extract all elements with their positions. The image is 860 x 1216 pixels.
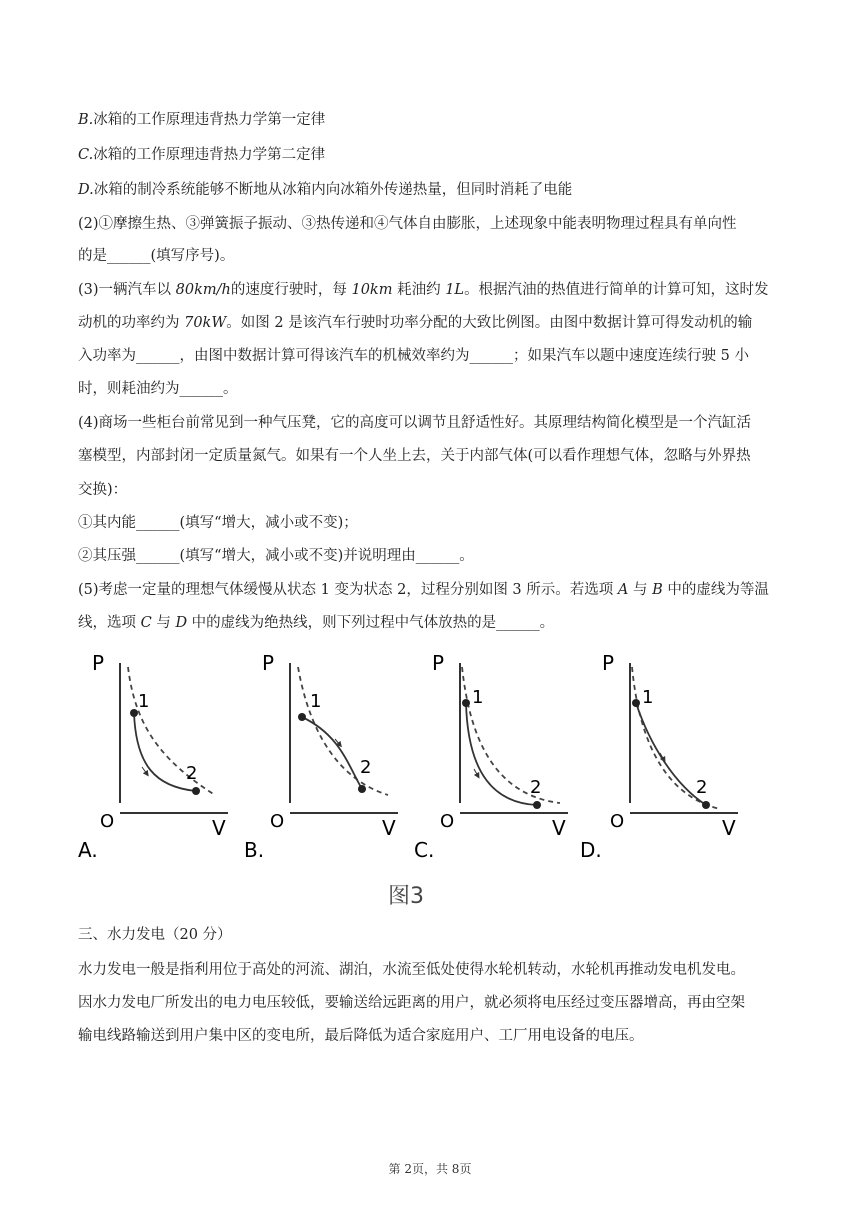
panel-b	[244, 651, 398, 862]
question-3-line-1: (3)一辆汽车以 80km/h的速度行驶时，每 10km 耗油约 1L。根据汽油的热值进行简单的计算可知，这时发	[78, 282, 769, 298]
origin-label: O	[270, 811, 285, 832]
option-b: B.冰箱的工作原理违背热力学第一定律	[78, 112, 326, 128]
p-axis-label: P	[432, 651, 445, 675]
option-d: D.冰箱的制冷系统能够不断地从冰箱内向冰箱外传递热量，但同时消耗了电能	[78, 182, 573, 198]
origin-label: O	[610, 811, 625, 832]
v-axis-label: V	[212, 816, 226, 840]
origin-label: O	[100, 811, 115, 832]
state-1-label: 1	[642, 687, 654, 708]
v-axis-label: V	[552, 816, 566, 840]
state-1-point	[632, 699, 640, 707]
state-1-label: 1	[138, 691, 150, 712]
panel-d	[580, 651, 738, 862]
section-3-paragraph-line-2: 因水力发电厂所发出的电力电压较低，要输送给远距离的用户，就必须将电压经过变压器增高，再由空架	[78, 995, 745, 1011]
p-axis-label: P	[92, 651, 105, 675]
v-axis-label: V	[382, 816, 396, 840]
section-3-paragraph-line-1: 水力发电一般是指利用位于高处的河流、湖泊，水流至低处使得水轮机转动，水轮机再推动发电机发电。	[78, 962, 745, 978]
state-2-point	[192, 787, 200, 795]
arrow-icon	[142, 767, 147, 774]
state-2-point	[702, 801, 710, 809]
page-footer: 第 2页，共 8页	[388, 1162, 472, 1176]
origin-label: O	[440, 811, 455, 832]
state-2-label: 2	[186, 763, 198, 784]
p-axis-label: P	[602, 651, 615, 675]
process-curve	[466, 703, 537, 805]
question-2-line-2: 的是______(填写序号)。	[78, 248, 235, 264]
panel-c-label: C.	[414, 838, 435, 862]
panel-d-label: D.	[580, 838, 602, 862]
state-1-label: 1	[472, 687, 484, 708]
section-3-paragraph-line-3: 输电线路输送到用户集中区的变电所，最后降低为适合家庭用户、工厂用电设备的电压。	[78, 1028, 644, 1044]
question-3-line-3: 入功率为______，由图中数据计算可得该汽车的机械效率约为______；如果汽车以题中速度连续行驶 5 小	[78, 348, 749, 364]
state-2-label: 2	[360, 757, 372, 778]
question-3-line-2: 动机的功率约为 70kW。如图 2 是该汽车行驶时功率分配的大致比例图。由图中数据计算可得发动机的输	[78, 315, 753, 331]
question-2-line-1: (2)①摩擦生热、③弹簧振子振动、③热传递和④气体自由膨胀，上述现象中能表明物理过程具有单向性	[78, 216, 737, 232]
figure-caption: 图3	[388, 884, 424, 909]
option-c: C.冰箱的工作原理违背热力学第二定律	[78, 147, 326, 163]
arrow-icon	[474, 769, 478, 776]
dashed-isotherm	[298, 667, 388, 795]
state-2-label: 2	[696, 777, 708, 798]
figure-3	[70, 645, 750, 915]
question-4-line-3: 交换)：	[78, 482, 128, 498]
question-4-line-2: 塞模型，内部封闭一定质量氮气。如果有一个人坐上去，关于内部气体(可以看作理想气体，忽略与外界热	[78, 448, 751, 464]
section-3-title: 三、水力发电（20 分）	[78, 927, 232, 943]
state-1-point	[462, 699, 470, 707]
question-5-line-2: 线，选项 C 与 D 中的虚线为绝热线，则下列过程中气体放热的是______。	[78, 615, 555, 631]
state-1-point	[298, 713, 306, 721]
question-4-line-4: ①其内能______(填写“增大，减小或不变)；	[78, 515, 358, 531]
state-1-point	[130, 709, 138, 717]
question-4-line-5: ②其压强______(填写“增大，减小或不变)并说明理由______。	[78, 548, 474, 564]
state-2-label: 2	[530, 777, 542, 798]
dashed-isotherm	[128, 667, 215, 795]
pv-diagrams	[70, 645, 750, 915]
p-axis-label: P	[262, 651, 275, 675]
panel-a-label: A.	[78, 838, 98, 862]
state-2-point	[533, 801, 541, 809]
panel-b-label: B.	[244, 838, 265, 862]
panel-a	[78, 651, 228, 862]
question-4-line-1: (4)商场一些柜台前常见到一种气压凳，它的高度可以调节且舒适性好。其原理结构简化模型是一个汽缸活	[78, 415, 752, 431]
question-5-line-1: (5)考虑一定量的理想气体缓慢从状态 1 变为状态 2，过程分别如图 3 所示。若选项 A 与 B 中的虚线为等温	[78, 582, 769, 598]
panel-c	[414, 651, 568, 862]
v-axis-label: V	[722, 816, 736, 840]
state-2-point	[358, 785, 366, 793]
state-1-label: 1	[310, 691, 322, 712]
question-3-line-4: 时，则耗油约为______。	[78, 381, 238, 397]
